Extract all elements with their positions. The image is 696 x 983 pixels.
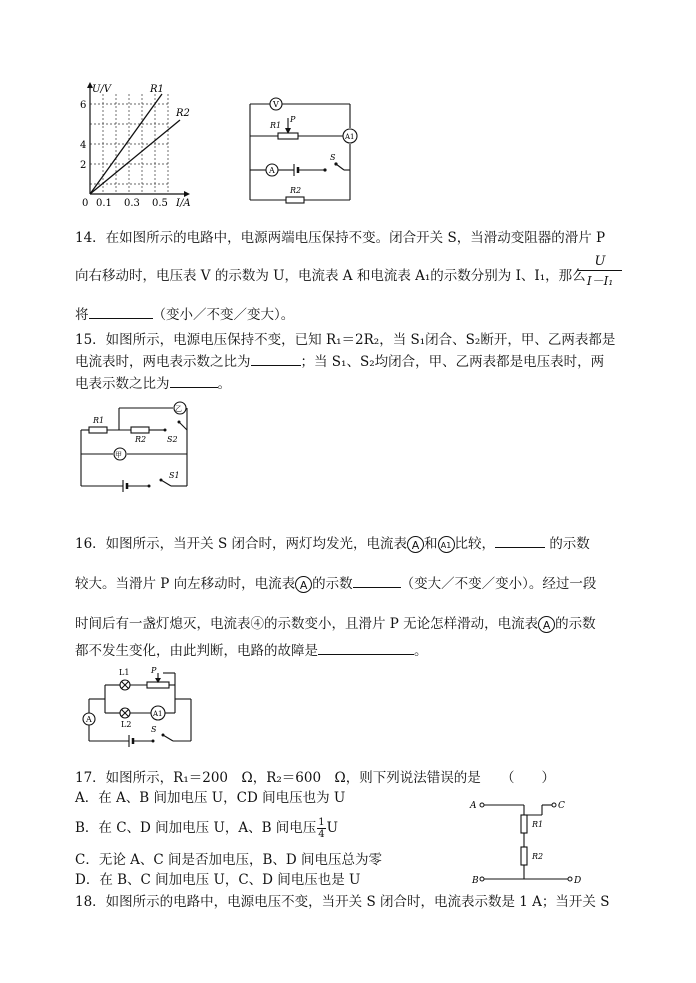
resistor-r2 <box>131 427 149 433</box>
svg-text:R1: R1 <box>532 820 544 829</box>
switch-s1-label: S1 <box>169 471 180 480</box>
svg-text:A1: A1 <box>345 133 355 141</box>
x-tick-0-1: 0.1 <box>96 198 112 209</box>
resistor-r2 <box>286 197 304 203</box>
svg-text:R2: R2 <box>532 852 544 861</box>
y-tick-2: 2 <box>80 160 87 171</box>
answer-blank[interactable] <box>353 575 401 588</box>
circuit-diagram-15 <box>75 398 200 493</box>
switch-s-label: S <box>151 725 157 734</box>
svg-text:B: B <box>472 876 479 886</box>
answer-blank[interactable] <box>89 306 153 319</box>
q14-line1: 14．在如图所示的电路中，电源两端电压保持不变。闭合开关 S，当滑动变阻器的滑片 P <box>75 230 606 246</box>
q16-line4: 都不发生变化，由此判断，电路的故障是 。 <box>75 643 428 659</box>
fraction-one-quarter: $\frac{1}{4}$ <box>318 817 325 840</box>
x-tick-0: 0 <box>82 198 89 209</box>
ammeter-a-icon: A <box>295 576 312 593</box>
resistor-r1 <box>521 815 527 833</box>
ammeter-a1-icon: A1 <box>438 536 455 553</box>
answer-blank[interactable] <box>170 375 218 388</box>
x-axis-label: I/A <box>176 198 191 209</box>
svg-text:L1: L1 <box>119 668 130 677</box>
svg-text:P: P <box>151 666 157 675</box>
q17-option-a[interactable]: A．在 A、B 间加电压 U，CD 间电压也为 U <box>75 790 346 806</box>
q17-option-b[interactable]: B．在 C、D 间加电压 U，A、B 间电压 $\frac{1}{4}$ U <box>75 817 339 840</box>
q16-line2: 较大。当滑片 P 向左移动时，电流表 A 的示数 （变大／不变／变小）。经过一段 <box>75 576 597 592</box>
svg-text:甲: 甲 <box>115 451 122 459</box>
q16-line1: 16．如图所示，当开关 S 闭合时，两灯均发光，电流表 A 和 A1 比较， 的示数 <box>75 536 590 552</box>
svg-text:A: A <box>470 801 477 811</box>
svg-text:P: P <box>290 115 296 124</box>
q17-option-c[interactable]: C．无论 A、C 间是否加电压，B、D 间电压总为零 <box>75 852 383 868</box>
ammeter-a-icon: A <box>538 616 555 633</box>
lamp-l1-icon <box>120 680 130 690</box>
y-tick-4: 4 <box>80 140 87 151</box>
answer-blank[interactable] <box>318 642 414 655</box>
svg-text:V: V <box>273 100 279 109</box>
y-tick-6: 6 <box>80 100 87 111</box>
circuit-diagram-16 <box>75 665 200 747</box>
ammeter-a-icon: A <box>407 536 424 553</box>
y-axis-label: U/V <box>92 84 112 95</box>
svg-text:R1: R1 <box>270 121 282 130</box>
q16-line3: 时间后有一盏灯熄灭，电流表④的示数变小，且滑片 P 无论怎样滑动，电流表 A 的示数 <box>75 616 596 632</box>
u-i-graph <box>72 80 202 210</box>
svg-text:A: A <box>269 166 275 175</box>
q17-stem: 17．如图所示，R₁＝200 Ω，R₂＝600 Ω，则下列说法错误的是 （ ） <box>75 770 556 786</box>
rheostat-r1 <box>278 133 298 139</box>
q17-option-d[interactable]: D．在 B、C 间加电压 U，C、D 间电压也是 U <box>75 872 361 888</box>
circuit-diagram-14 <box>232 92 372 207</box>
svg-text:R2: R2 <box>135 435 147 444</box>
resistor-r2 <box>521 847 527 865</box>
svg-text:R2: R2 <box>290 186 302 195</box>
svg-text:L2: L2 <box>121 720 132 729</box>
q14-fraction: U I－I₁ <box>578 254 622 289</box>
x-tick-0-5: 0.5 <box>152 198 168 209</box>
answer-blank[interactable] <box>251 353 301 366</box>
line2-label: R2 <box>176 108 190 119</box>
lamp-l2-icon <box>120 708 130 718</box>
q15-line3: 电表示数之比为 。 <box>75 376 231 392</box>
switch-s2-label: S2 <box>167 435 178 444</box>
answer-blank[interactable] <box>495 535 545 548</box>
svg-text:A1: A1 <box>153 710 163 718</box>
resistor-r1 <box>89 427 107 433</box>
q18-line1: 18．如图所示的电路中，电源电压不变，当开关 S 闭合时，电流表示数是 1 A；当开关 S <box>75 894 610 910</box>
svg-text:A: A <box>86 715 92 724</box>
line1-label: R1 <box>150 84 164 95</box>
svg-text:R1: R1 <box>93 416 105 425</box>
q15-line2: 电流表时，两电表示数之比为 ；当 S₁、S₂均闭合，甲、乙两表都是电压表时，两 <box>75 354 605 370</box>
switch-label: S <box>330 153 336 162</box>
svg-text:乙: 乙 <box>175 405 182 413</box>
q14-line2: 向右移动时，电压表 V 的示数为 U，电流表 A 和电流表 A₁的示数分别为 I、I₁，那么 <box>75 268 586 284</box>
svg-text:C: C <box>558 801 565 811</box>
q14-line3: 将 （变小／不变／变大）。 <box>75 307 295 323</box>
x-tick-0-3: 0.3 <box>124 198 140 209</box>
circuit-diagram-17 <box>468 795 588 887</box>
svg-text:D: D <box>574 876 582 886</box>
q15-line1: 15．如图所示，电源电压保持不变，已知 R₁＝2R₂，当 S₁闭合、S₂断开，甲、乙两表都是 <box>75 332 616 348</box>
